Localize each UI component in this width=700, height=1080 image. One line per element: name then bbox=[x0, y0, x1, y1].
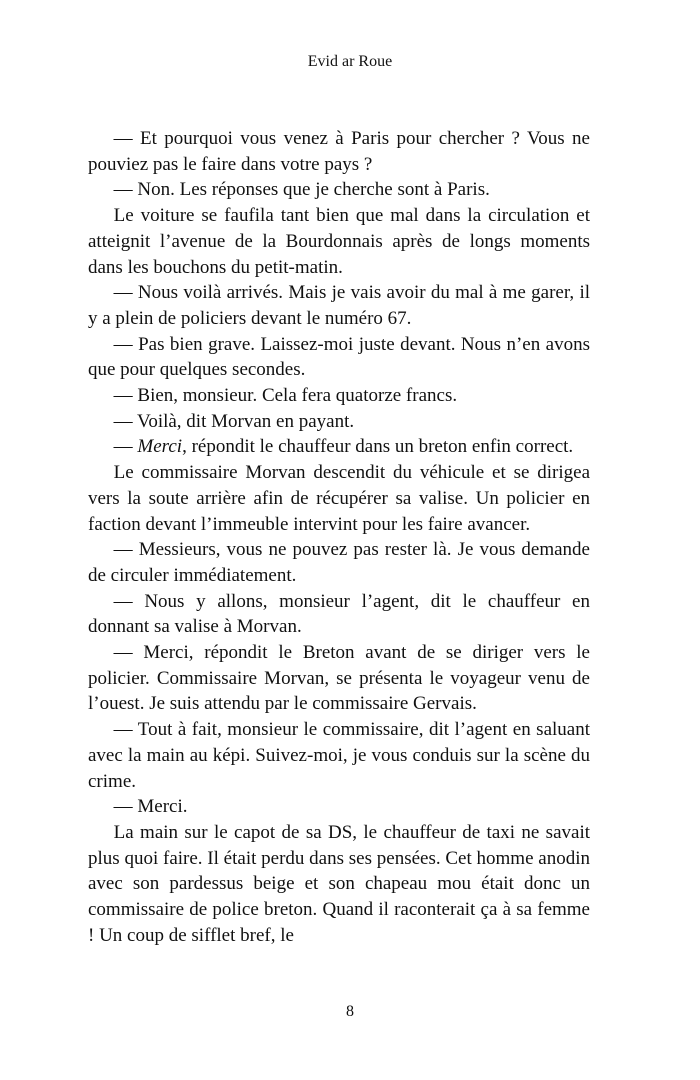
paragraph-merci bbox=[88, 434, 590, 460]
paragraph: — Messieurs, vous ne pouvez pas rester là. Je vous demande de circuler immédiatement. bbox=[88, 539, 590, 586]
paragraph: — Non. Les réponses que je cherche sont à Paris. bbox=[113, 179, 490, 201]
running-head: Evid ar Roue bbox=[307, 53, 393, 70]
page-number: 8 bbox=[346, 1003, 354, 1020]
paragraph: Le commissaire Morvan descendit du véhicule et se dirigea vers la soute arrière afin de récupérer sa valise. Un policier en faction devant l’immeuble intervint pour les faire avancer. bbox=[88, 462, 590, 535]
paragraph: — Bien, monsieur. Cela fera quatorze francs. bbox=[113, 385, 458, 407]
paragraph: — Nous voilà arrivés. Mais je vais avoir du mal à me garer, il y a plein de policiers devant le numéro 67. bbox=[88, 282, 590, 329]
body-text bbox=[88, 126, 590, 949]
paragraph: — Voilà, dit Morvan en payant. bbox=[113, 410, 355, 432]
paragraph: — Merci, répondit le Breton avant de se diriger vers le policier. Commissaire Morvan, se présenta le voyageur venu de l’ouest. Je suis attendu par le commissaire Gervais. bbox=[88, 642, 590, 715]
italic-word: Merci bbox=[137, 436, 183, 458]
paragraph: — Nous y allons, monsieur l’agent, dit le chauffeur en donnant sa valise à Morvan. bbox=[88, 590, 590, 638]
paragraph: — Pas bien grave. Laissez-moi juste devant. Nous n’en avons que pour quelques secondes. bbox=[88, 333, 590, 381]
paragraph: — Merci. bbox=[113, 796, 188, 818]
paragraph: Le voiture se faufila tant bien que mal dans la circulation et atteignit l’avenue de la Bourdonnais après de longs moments dans les bouchons du petit-matin. bbox=[88, 205, 590, 278]
dialogue-dash: — bbox=[113, 436, 138, 458]
paragraph-rest: , répondit le chauffeur dans un breton enfin correct. bbox=[182, 436, 574, 458]
paragraph: — Tout à fait, monsieur le commissaire, dit l’agent en saluant avec la main au képi. Suivez-moi, je vous conduis sur la scène du crime. bbox=[88, 719, 590, 792]
paragraph: La main sur le capot de sa DS, le chauffeur de taxi ne savait plus quoi faire. Il était perdu dans ses pensées. Cet homme anodin avec son pardessus beige et son chapeau mou était donc un commissaire de police breton. Quand il raconterait ça à sa femme ! Un coup de sifflet bref, le bbox=[88, 821, 590, 946]
paragraph: — Et pourquoi vous venez à Paris pour chercher ? Vous ne pouviez pas le faire dans votre pays ? bbox=[88, 128, 590, 175]
